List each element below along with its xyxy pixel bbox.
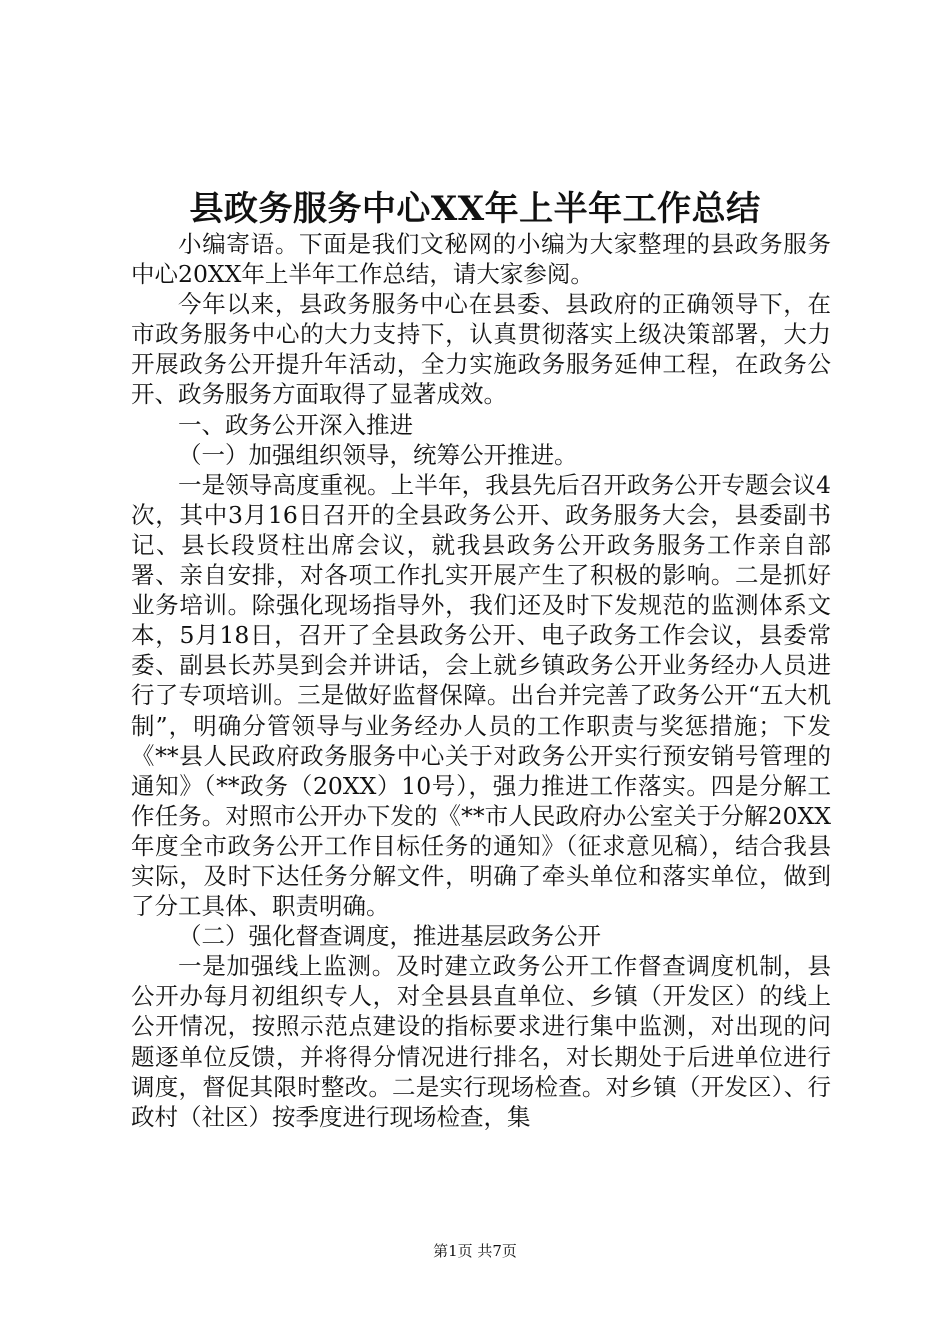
subsection-heading-1: （一）加强组织领导，统筹公开推进。	[178, 440, 578, 469]
subsection-heading-2: （二）强化督查调度，推进基层政务公开	[178, 922, 601, 951]
paragraph-intro: 小编寄语。下面是我们文秘网的小编为大家整理的县政务服务中心20XX年上半年工作总结，请大家参阅。	[131, 230, 831, 289]
section-heading-1: 一、政务公开深入推进	[178, 410, 413, 439]
document-title: 县政务服务中心XX年上半年工作总结	[189, 189, 761, 229]
paragraph-organization: 一是领导高度重视。上半年，我县先后召开政务公开专题会议4次，其中3月16日召开的全县政务公开、政务服务大会，县委副书记、县长段贤柱出席会议，就我县政务公开政务服务工作亲自部署、亲自安排，对各项工作扎实开展产生了积极的影响。二是抓好业务培训。除强化现场指导外，我们还及时下发规范的监测体系文本，5月18日，召开了全县政务公开、电子政务工作会议，县委常委、副县长苏昊到会并讲话，会上就乡镇政务公开业务经办人员进行了专项培训。三是做好监督保障。出台并完善了政务公开“五大机制”，明确分管领导与业务经办人员的工作职责与奖惩措施；下发《**县人民政府政务服务中心关于对政务公开实行预安销号管理的通知》（**政务（20XX）10号），强力推进工作落实。四是分解工作任务。对照市公开办下发的《**市人民政府办公室关于分解20XX年度全市政务公开工作目标任务的通知》（征求意见稿），结合我县实际，及时下达任务分解文件，明确了牵头单位和落实单位，做到了分工具体、职责明确。	[131, 470, 831, 921]
paragraph-supervision: 一是加强线上监测。及时建立政务公开工作督查调度机制，县公开办每月初组织专人，对全县县直单位、乡镇（开发区）的线上公开情况，按照示范点建设的指标要求进行集中监测，对出现的问题逐单位反馈，并将得分情况进行排名，对长期处于后进单位进行调度，督促其限时整改。二是实行现场检查。对乡镇（开发区）、行政村（社区）按季度进行现场检查，集	[131, 952, 831, 1131]
document-body	[131, 229, 831, 1132]
page-footer: 第1页 共7页	[433, 1242, 517, 1260]
paragraph-overview: 今年以来，县政务服务中心在县委、县政府的正确领导下，在市政务服务中心的大力支持下，认真贯彻落实上级决策部署，大力开展政务公开提升年活动，全力实施政务服务延伸工程，在政务公开、政务服务方面取得了显著成效。	[131, 290, 831, 409]
